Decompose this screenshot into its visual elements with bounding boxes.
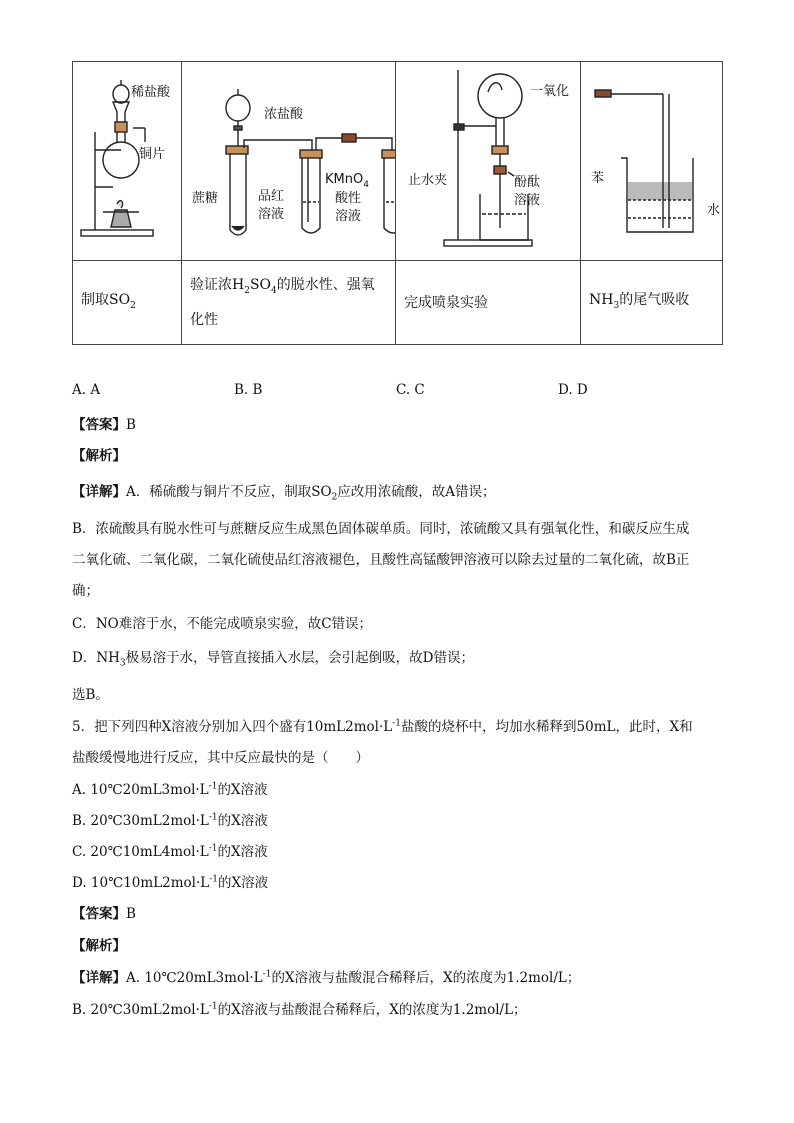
- no-gas-label: 一氧化: [530, 84, 570, 99]
- experiment-table: [72, 61, 723, 345]
- analysis-1: 【解析】: [72, 448, 126, 464]
- detail-1-choose: 选B。: [72, 687, 109, 703]
- apparatus-nh3-cell: [581, 62, 723, 261]
- question-5-line1: 5．把下列四种X溶液分别加入四个盛有$10mL2mol\cdot L^{-1}$盐酸的烧杯中，均加水稀释到50mL，此时，X和: [72, 718, 693, 735]
- label-b: 验证浓$H_2SO_4$的脱水性、强氧 化性: [182, 261, 396, 345]
- phenol-label: 酚酞: [514, 175, 541, 190]
- apparatus-so2-cell: [73, 62, 182, 261]
- pinred-label: 品红: [258, 189, 285, 204]
- question-5-line2: 盐酸缓慢地进行反应，其中反应最快的是（ ）: [72, 750, 369, 766]
- answer-1: 【答案】B: [72, 417, 136, 433]
- detail-1-b-line1: B．浓硫酸具有脱水性可与蔗糖反应生成黑色固体碳单质。同时，浓硫酸又具有强氧化性，和碳反应生成: [72, 521, 690, 537]
- copper-label: 铜片: [139, 147, 166, 162]
- detail-1-b-line3: 确；: [72, 583, 99, 599]
- question-5-option-b: B. $20℃30mL2mol\cdot L^{-1}$的X溶液: [72, 812, 268, 829]
- option-b: B. B: [234, 382, 263, 398]
- dilute-acid-label: 稀盐酸: [131, 85, 171, 100]
- benzene-label: 苯: [591, 171, 605, 186]
- option-a: A. A: [72, 382, 101, 398]
- question-5-option-c: C. $20℃10mL4mol\cdot L^{-1}$的X溶液: [72, 843, 268, 860]
- apparatus-h2so4-cell: [182, 62, 396, 261]
- apparatus-fountain-figure: [396, 62, 580, 260]
- apparatus-so2-figure: [73, 62, 181, 260]
- detail-1-d: D．$NH_3$极易溶于水，导管直接插入水层，会引起倒吸，故D错误；: [72, 650, 474, 669]
- conc-acid-label: 浓盐酸: [264, 107, 304, 122]
- apparatus-fountain-cell: [396, 62, 581, 261]
- phenol-solution-label: 溶液: [514, 193, 541, 208]
- question-5-option-d: D. $10℃10mL2mol\cdot L^{-1}$的X溶液: [72, 874, 269, 891]
- label-c: 完成喷泉实验: [396, 261, 581, 345]
- answer-2: 【答案】B: [72, 906, 136, 922]
- label-d: $NH_3$的尾气吸收: [581, 261, 723, 345]
- kmno4-label: KMnO$_4$: [325, 172, 369, 190]
- option-d: D. D: [558, 382, 588, 398]
- pinred-solution-label: 溶液: [258, 207, 285, 222]
- apparatus-nh3-figure: [581, 62, 722, 260]
- question-5-option-a: A. $10℃20mL3mol\cdot L^{-1}$的X溶液: [72, 781, 268, 798]
- detail-2-b: B. $20℃30mL2mol\cdot L^{-1}$的X溶液与盐酸混合稀释后，X的浓度为1.2mol/L；: [72, 1001, 527, 1018]
- sugar-label: 蔗糖: [192, 191, 219, 206]
- clamp-label: 止水夹: [408, 173, 448, 188]
- detail-1-c: C．NO难溶于水，不能完成喷泉实验，故C错误；: [72, 616, 373, 632]
- detail-1-a: 【详解】A．稀硫酸与铜片不反应，制取$SO_2$应改用浓硫酸，故A错误；: [72, 484, 496, 503]
- detail-1-b-line2: 二氧化硫、二氧化碳，二氧化硫使品红溶液褪色，且酸性高锰酸钾溶液可以除去过量的二氧化硫，故B正: [72, 552, 690, 568]
- acidic-solution-label: 溶液: [335, 209, 362, 224]
- acidic-label: 酸性: [335, 191, 362, 206]
- apparatus-h2so4-figure: [182, 62, 395, 260]
- option-c: C. C: [396, 382, 425, 398]
- water-label: 水: [707, 203, 721, 218]
- analysis-2: 【解析】: [72, 938, 126, 954]
- label-a: 制取$SO_2$: [73, 261, 182, 345]
- detail-2-a: 【详解】A. $10℃20mL3mol\cdot L^{-1}$的X溶液与盐酸混合稀释后，X的浓度为1.2mol/L；: [72, 969, 581, 986]
